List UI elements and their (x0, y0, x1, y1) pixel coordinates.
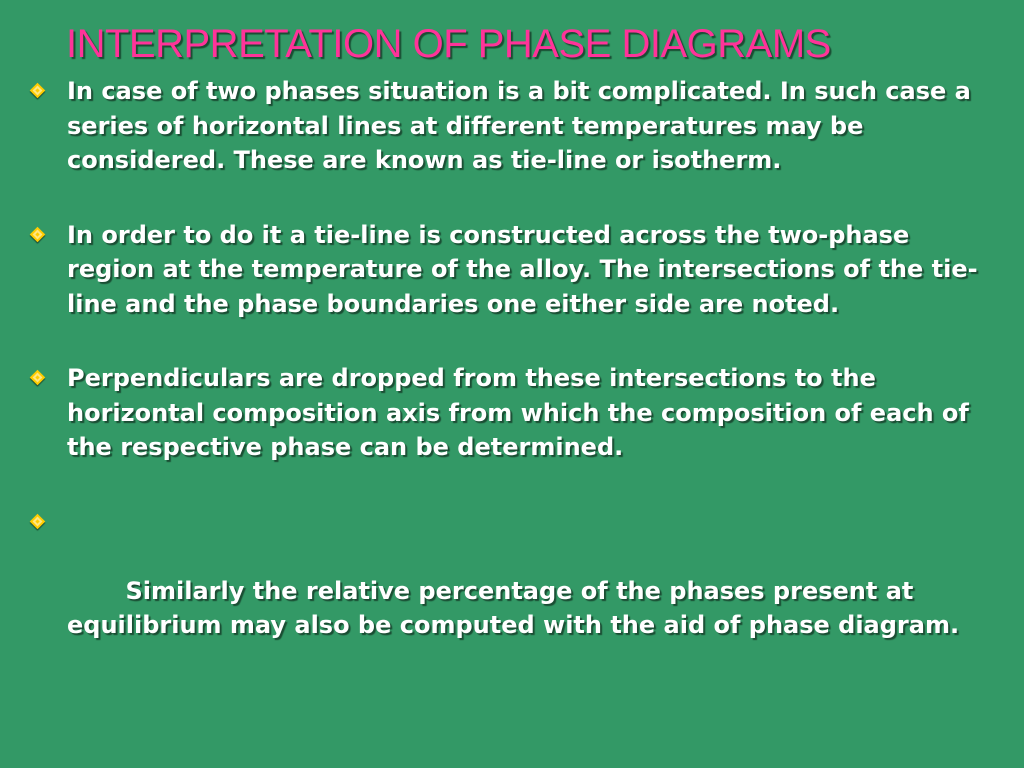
bullet-list (28, 74, 1003, 717)
bullet-item (28, 74, 1003, 178)
diamond-bullet-icon (30, 83, 46, 99)
bullet-text: Similarly the relative percentage of the phases present at equilibrium may also be computed with the aid of phase diagram. (67, 576, 960, 639)
bullet-item (28, 505, 1003, 678)
diamond-bullet-icon (30, 226, 46, 242)
slide-title: INTERPRETATION OF PHASE DIAGRAMS (66, 22, 831, 66)
diamond-bullet-icon (30, 370, 46, 386)
bullet-text: In order to do it a tie-line is constructed across the two-phase region at the temperature of the alloy. The intersections of the tie-line and the phase boundaries one either side are noted. (67, 220, 978, 318)
bullet-item (28, 218, 1003, 322)
diamond-bullet-icon (30, 513, 46, 529)
bullet-item (28, 361, 1003, 465)
bullet-text: In case of two phases situation is a bit complicated. In such case a series of horizontal lines at different temperatures may be considered. These are known as tie-line or isotherm. (67, 77, 971, 174)
bullet-text: Perpendiculars are dropped from these intersections to the horizontal composition axis from which the composition of each of the respective phase can be determined. (67, 364, 969, 461)
